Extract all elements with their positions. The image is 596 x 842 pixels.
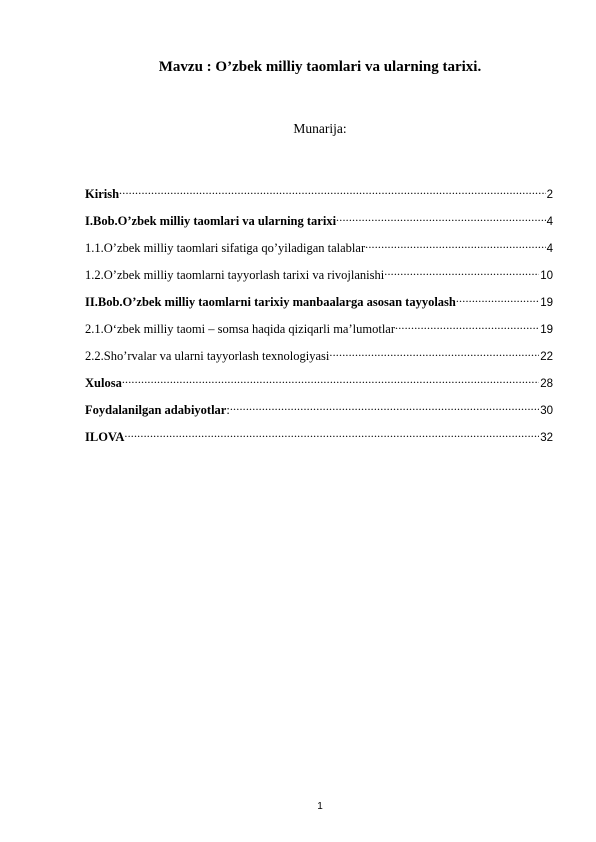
toc-entry-label: Foydalanilgan adabiyotlar bbox=[85, 403, 227, 417]
document-title: Mavzu : O’zbek milliy taomlari va ularning tarixi. bbox=[158, 59, 482, 75]
toc-entry-section-1-2[interactable] bbox=[85, 265, 553, 292]
toc-entry-ilova[interactable] bbox=[85, 427, 553, 454]
toc-entry-page: 28 bbox=[540, 378, 553, 390]
toc-entry-page: 2 bbox=[546, 189, 553, 201]
toc-entry-label: Xulosa bbox=[85, 376, 122, 390]
toc-entry-label: ILOVA bbox=[85, 430, 125, 444]
toc-entry-xulosa[interactable] bbox=[85, 373, 553, 400]
document-subtitle: Munarija: bbox=[293, 121, 347, 136]
toc-leader-dots bbox=[122, 373, 539, 387]
toc-entry-page: 30 bbox=[540, 405, 553, 417]
toc-entry-section-1-1[interactable] bbox=[85, 238, 553, 265]
toc-entry-page: 4 bbox=[546, 243, 553, 255]
toc-entry-page: 4 bbox=[546, 216, 553, 228]
toc-entry-page: 19 bbox=[540, 324, 553, 336]
toc-leader-dots bbox=[336, 211, 546, 225]
toc-entry-kirish[interactable] bbox=[85, 184, 553, 211]
toc-entry-label: 2.1.O‘zbek milliy taomi – somsa haqida qiziqarli ma’lumotlar bbox=[85, 322, 395, 336]
toc-entry-label: 1.1.O’zbek milliy taomlari sifatiga qo’yiladigan talablar bbox=[85, 241, 366, 255]
toc-leader-dots bbox=[365, 238, 545, 252]
toc-leader-dots bbox=[230, 400, 539, 414]
toc-entry-page: 10 bbox=[540, 270, 553, 282]
toc-leader-dots bbox=[124, 427, 539, 441]
toc-leader-dots bbox=[384, 265, 539, 279]
toc-entry-references[interactable] bbox=[85, 400, 553, 427]
toc-entry-chapter-1[interactable] bbox=[85, 211, 553, 238]
toc-entry-page: 19 bbox=[540, 297, 553, 309]
toc-leader-dots bbox=[456, 292, 539, 306]
toc-entry-label-suffix: : bbox=[226, 403, 230, 417]
page-number: 1 bbox=[317, 801, 323, 812]
toc-entry-label: I.Bob.O’zbek milliy taomlari va ularning tarixi bbox=[85, 214, 337, 228]
toc-entry-label: 1.2.O’zbek milliy taomlarni tayyorlash tarixi va rivojlanishi bbox=[85, 268, 385, 282]
toc-entry-section-2-1[interactable] bbox=[85, 319, 553, 346]
toc-leader-dots bbox=[329, 346, 539, 360]
toc-entry-label: Kirish bbox=[85, 187, 120, 201]
toc-entry-label: II.Bob.O’zbek milliy taomlarni tarixiy manbaalarga asosan tayyolash bbox=[85, 295, 456, 309]
toc-entry-page: 32 bbox=[540, 432, 553, 444]
toc-leader-dots bbox=[119, 184, 546, 198]
toc-entry-label: 2.2.Sho’rvalar va ularni tayyorlash texnologiyasi bbox=[85, 349, 330, 363]
toc-entry-section-2-2[interactable] bbox=[85, 346, 553, 373]
toc-entry-chapter-2[interactable] bbox=[85, 292, 553, 319]
toc-entry-page: 22 bbox=[540, 351, 553, 363]
table-of-contents bbox=[85, 184, 553, 454]
toc-leader-dots bbox=[395, 319, 539, 333]
